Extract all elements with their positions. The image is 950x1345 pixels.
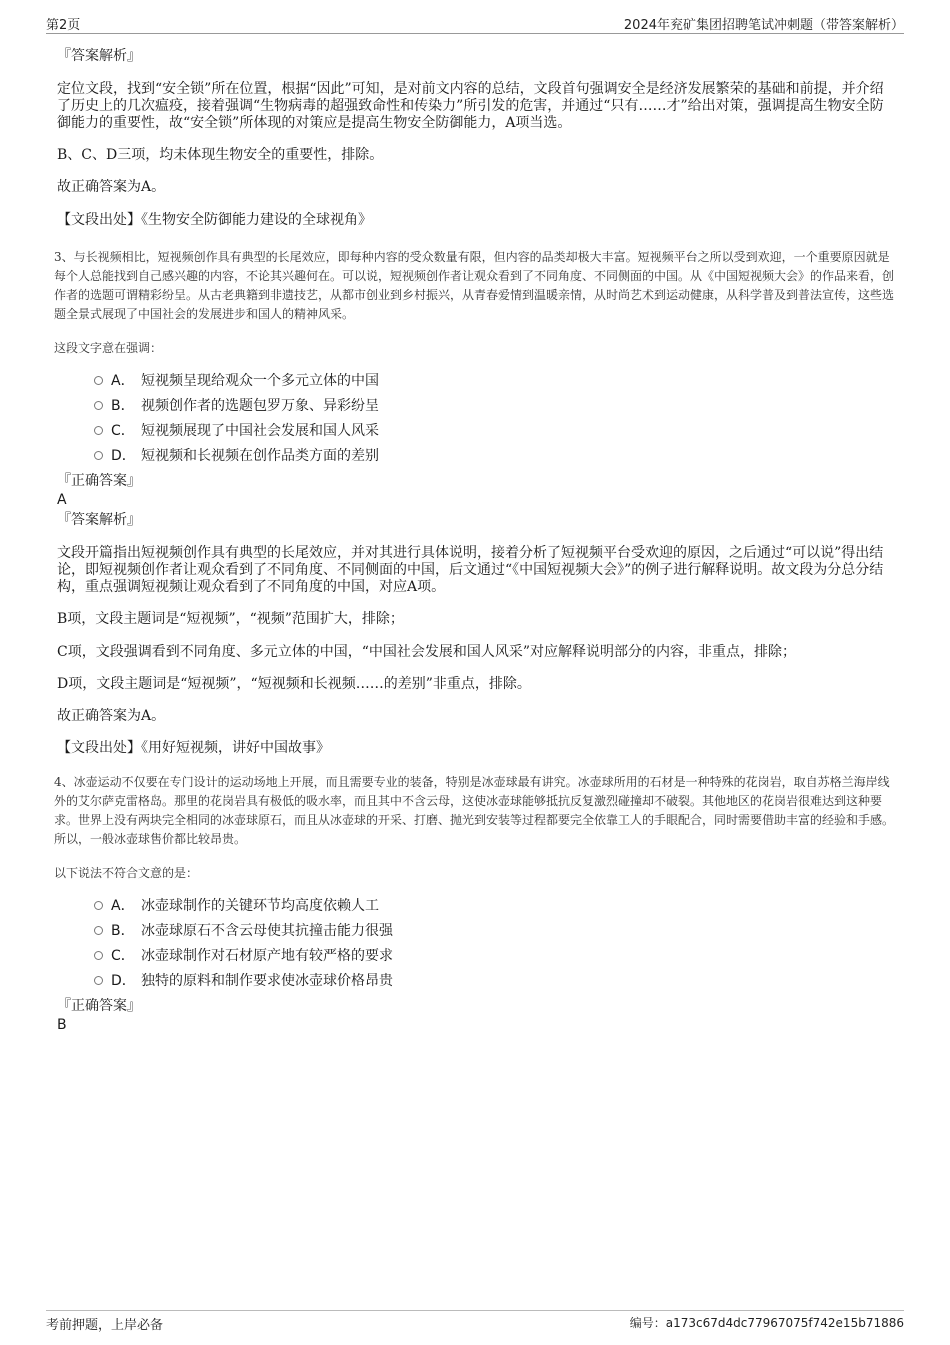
conclusion: 故正确答案为A。 [57, 708, 166, 724]
document-title: 2024年兖矿集团招聘笔试冲刺题（带答案解析） [623, 18, 904, 33]
answer-label: 『正确答案』 [57, 473, 141, 489]
analysis-text: 定位文段，找到“安全锁”所在位置，根据“因此”可知，是对前文内容的总结，文段首句强调安全是经济发展繁荣的基础和前提，并介绍了历史上的几次瘟疫，接着强调“生物病毒的超强致命性和传染力”所引发的危害，并通过“只有……才”给出对策，强调提高生物安全防御能力的重要性，故“安全锁”所体现的对策应是提高生物安全防御能力，A项当选。 [57, 81, 884, 131]
radio-icon[interactable] [94, 426, 103, 435]
answer-value: B [57, 1017, 67, 1033]
analysis-text: 文段开篇指出短视频创作具有典型的长尾效应，并对其进行具体说明，接着分析了短视频平台受欢迎的原因，之后通过“可以说”得出结论，即短视频创作者让观众看到了不同角度、不同侧面的中国，后文通过“《中国短视频大会》”的例子进行解释说明。故文段为分总分结构，重点强调短视频让观众看到了不同角度的中国，对应A项。 [57, 545, 884, 595]
page-number: 第2页 [46, 18, 81, 33]
option-c-note: C项，文段强调看到不同角度、多元立体的中国，“中国社会发展和国人风采”对应解释说明部分的内容，非重点，排除； [57, 644, 797, 660]
q4-option-d[interactable]: D． 独特的原料和制作要求使冰壶球价格昂贵 [94, 972, 594, 990]
source-note: 【文段出处】《生物安全防御能力建设的全球视角》 [57, 212, 372, 228]
question-3-prompt: 这段文字意在强调： [54, 341, 163, 355]
option-d-note: D项，文段主题词是“短视频”，“短视频和长视频……的差别”非重点，排除。 [57, 676, 531, 692]
q4-option-a[interactable]: A． 冰壶球制作的关键环节均高度依赖人工 [94, 897, 594, 915]
option-b-note: B项，文段主题词是“短视频”，“视频”范围扩大，排除； [57, 611, 404, 627]
radio-icon[interactable] [94, 901, 103, 910]
q4-option-b[interactable]: B． 冰壶球原石不含云母使其抗撞击能力很强 [94, 922, 594, 940]
footer-divider [46, 1310, 904, 1311]
radio-icon[interactable] [94, 926, 103, 935]
q3-option-c[interactable]: C． 短视频展现了中国社会发展和国人风采 [94, 422, 594, 440]
radio-icon[interactable] [94, 951, 103, 960]
exclusion-note: B、C、D三项，均未体现生物安全的重要性，排除。 [57, 147, 384, 163]
radio-icon[interactable] [94, 976, 103, 985]
conclusion: 故正确答案为A。 [57, 179, 166, 195]
answer-label: 『正确答案』 [57, 998, 141, 1014]
footer-slogan: 考前押题，上岸必备 [46, 1318, 164, 1333]
q3-option-d[interactable]: D． 短视频和长视频在创作品类方面的差别 [94, 447, 594, 465]
question-4-text: 4、冰壶运动不仅要在专门设计的运动场地上开展，而且需要专业的装备，特别是冰壶球最有讲究。冰壶球所用的石材是一种特殊的花岗岩，取自苏格兰海岸线外的艾尔萨克雷格岛。那里的花岗岩具有极低的吸水率，而且其中不含云母，这使冰壶球能够抵抗反复激烈碰撞却不破裂。其他地区的花岗岩很难达到这种要求。世界上没有两块完全相同的冰壶球原石，而且从冰壶球的开采、打磨、抛光到安装等过程都要完全依靠工人的手眼配合，同时需要借助丰富的经验和手感。所以，一般冰壶球售价都比较昂贵。 [54, 775, 895, 846]
q4-option-c[interactable]: C． 冰壶球制作对石材原产地有较严格的要求 [94, 947, 594, 965]
analysis-label: 『答案解析』 [57, 48, 141, 64]
radio-icon[interactable] [94, 401, 103, 410]
analysis-label: 『答案解析』 [57, 512, 141, 528]
q3-option-b[interactable]: B． 视频创作者的选题包罗万象、异彩纷呈 [94, 397, 594, 415]
q3-option-a[interactable]: A． 短视频呈现给观众一个多元立体的中国 [94, 372, 594, 390]
question-3-text: 3、与长视频相比，短视频创作具有典型的长尾效应，即每种内容的受众数量有限，但内容的品类却极大丰富。短视频平台之所以受到欢迎，一个重要原因就是每个人总能找到自己感兴趣的内容，不论其兴趣何在。可以说，短视频创作者让观众看到了不同角度、不同侧面的中国。从《中国短视频大会》的作品来看，创作者的选题可谓精彩纷呈。从古老典籍到非遗技艺，从都市创业到乡村振兴，从青春爱情到温暖亲情，从时尚艺术到运动健康，从科学普及到普法宣传，这些选题全景式展现了中国社会的发展进步和国人的精神风采。 [54, 250, 895, 321]
document-id: 编号：a173c67d4dc77967075f742e15b71886 [629, 1316, 904, 1330]
radio-icon[interactable] [94, 376, 103, 385]
answer-value: A [57, 492, 67, 508]
question-4-prompt: 以下说法不符合文意的是： [54, 866, 199, 880]
source-note: 【文段出处】《用好短视频，讲好中国故事》 [57, 740, 330, 756]
radio-icon[interactable] [94, 451, 103, 460]
header-divider [46, 33, 904, 34]
